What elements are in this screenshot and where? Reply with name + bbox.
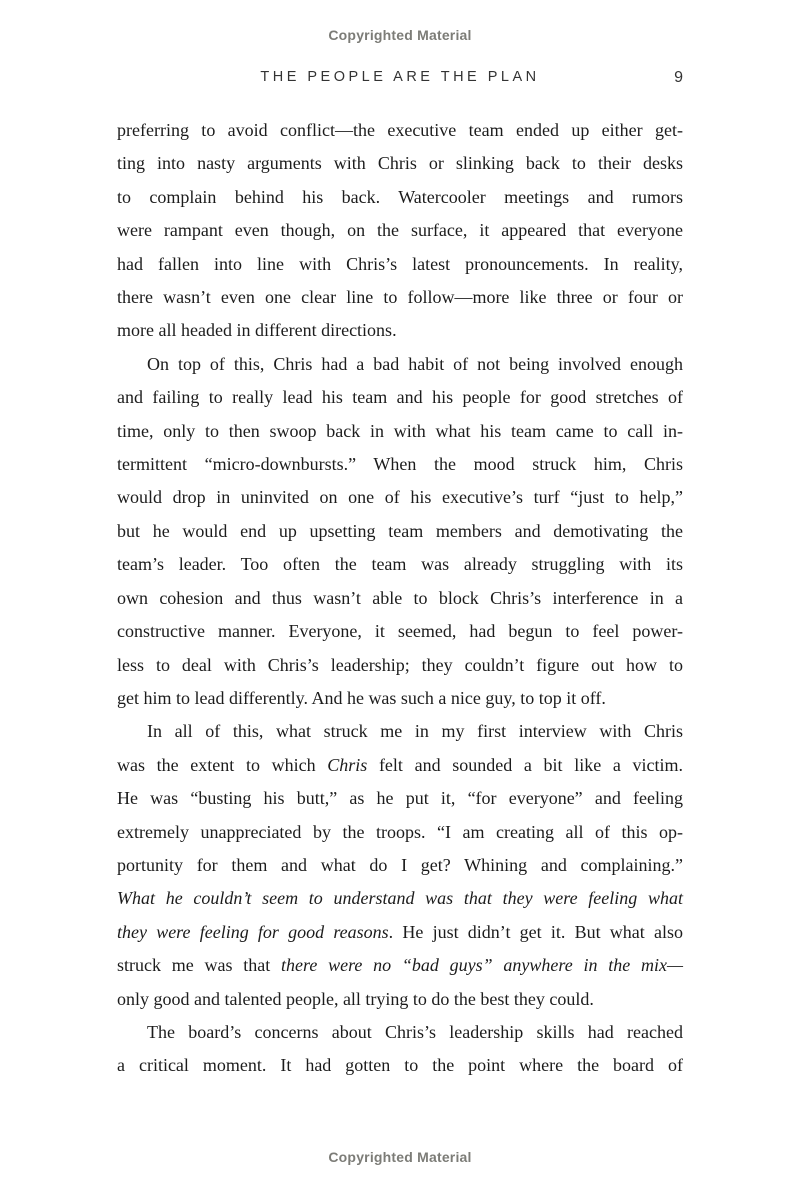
text-line: time, only to then swoop back in with what his team came to call in-	[117, 420, 683, 441]
text-line: On top of this, Chris had a bad habit of not being involved enough	[147, 353, 683, 374]
running-header	[117, 69, 683, 91]
text-line: extremely unappreciated by the troops. “I am creating all of this op-	[117, 821, 683, 842]
text-line: constructive manner. Everyone, it seemed, had begun to feel power-	[117, 621, 683, 642]
text-line: more all headed in different directions.	[117, 320, 397, 341]
text-line: would drop in uninvited on one of his executive’s turf “just to help,”	[117, 487, 683, 508]
text-line: termittent “micro-downbursts.” When the mood struck him, Chris	[117, 454, 683, 475]
text-line: preferring to avoid conflict—the executive team ended up either get-	[117, 120, 683, 140]
text-line: only good and talented people, all trying to do the best they could.	[117, 988, 594, 1009]
copyright-notice-top: Copyrighted Material	[328, 27, 472, 43]
text-line: but he would end up upsetting team members and demotivating the	[117, 520, 683, 541]
text-line: The board’s concerns about Chris’s leadership skills had reached	[147, 1021, 683, 1042]
text-line: there wasn’t even one clear line to follow—more like three or four or	[117, 287, 683, 308]
text-line: portunity for them and what do I get? Whining and complaining.”	[117, 854, 683, 875]
body-text	[117, 114, 683, 1083]
text-line: a critical moment. It had gotten to the point where the board of	[117, 1055, 683, 1076]
copyright-notice-bottom: Copyrighted Material	[328, 1149, 472, 1165]
text-line: had fallen into line with Chris’s latest pronouncements. In reality,	[117, 253, 683, 274]
text-line: get him to lead differently. And he was such a nice guy, to top it off.	[117, 687, 606, 708]
text-line: they were feeling for good reasons. He just didn’t get it. But what also	[117, 921, 683, 942]
text-line: What he couldn’t seem to understand was that they were feeling what	[117, 888, 683, 909]
text-line: In all of this, what struck me in my first interview with Chris	[147, 721, 683, 742]
page-number: 9	[674, 69, 683, 86]
text-line: less to deal with Chris’s leadership; they couldn’t figure out how to	[117, 654, 683, 675]
text-line: struck me was that there were no “bad guys” anywhere in the mix—	[117, 955, 684, 976]
text-line: to complain behind his back. Watercooler meetings and rumors	[117, 186, 683, 207]
text-line: was the extent to which Chris felt and sounded a bit like a victim.	[117, 754, 683, 775]
text-line: own cohesion and thus wasn’t able to block Chris’s interference in a	[117, 587, 683, 608]
text-line: He was “busting his butt,” as he put it, “for everyone” and feeling	[117, 788, 683, 809]
text-line: ting into nasty arguments with Chris or slinking back to their desks	[117, 153, 683, 174]
text-line: and failing to really lead his team and his people for good stretches of	[117, 387, 683, 408]
chapter-title: THE PEOPLE ARE THE PLAN	[260, 69, 540, 85]
text-line: were rampant even though, on the surface, it appeared that everyone	[117, 220, 683, 241]
text-line: team’s leader. Too often the team was already struggling with its	[117, 554, 683, 575]
